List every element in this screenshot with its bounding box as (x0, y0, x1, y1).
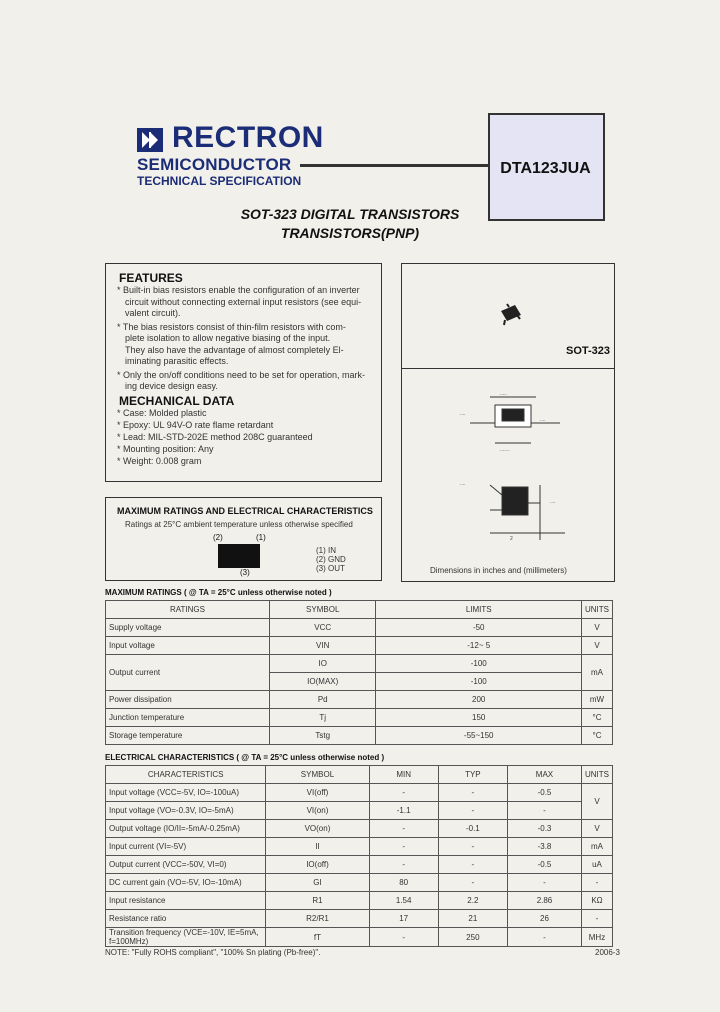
table-row: Power dissipation Pd 200 mW (106, 691, 613, 709)
table-row: Output current IO -100 mA (106, 655, 613, 673)
footer-note: NOTE: "Fully ROHS compliant", "100% Sn plating (Pb-free)". (105, 948, 321, 957)
table-row: Junction temperature Tj 150 °C (106, 709, 613, 727)
pin-label-3: (3) (240, 568, 250, 577)
ratings-box-heading: MAXIMUM RATINGS AND ELECTRICAL CHARACTERISTICS (117, 506, 373, 516)
package-divider (401, 368, 614, 369)
svg-text:....: .... (460, 481, 466, 487)
sot323-package-icon (497, 303, 525, 332)
svg-text:....: .... (460, 411, 466, 417)
table-row: Input voltage (VO=-0.3V, IO=-5mA) VI(on) -1.1 - - (106, 802, 613, 820)
table-header-row: CHARACTERISTICS SYMBOL MIN TYP MAX UNITS (106, 766, 613, 784)
svg-text:....: .... (540, 417, 546, 423)
table-row: Supply voltage VCC -50 V (106, 619, 613, 637)
pinout-package-icon (218, 544, 260, 568)
table-row: Input current (VI=-5V) II - - -3.8 mA (106, 838, 613, 856)
svg-text:.....: ..... (500, 391, 507, 397)
table-row: DC current gain (VO=-5V, IO=-10mA) GI 80 - - - (106, 874, 613, 892)
dimension-note: Dimensions in inches and (millimeters) (430, 566, 567, 575)
table-row: Transition frequency (VCE=-10V, IE=5mA, f=100MHz) fT - 250 - MHz (106, 928, 613, 947)
footer-date: 2006-3 (595, 948, 620, 957)
mech-item: * Lead: MIL-STD-202E method 208C guaranteed (117, 432, 313, 442)
table-header-row: RATINGS SYMBOL LIMITS UNITS (106, 601, 613, 619)
header-divider (300, 164, 488, 167)
part-number: DTA123JUA (500, 160, 591, 177)
svg-text:2: 2 (510, 536, 513, 542)
table-row: Storage temperature Tstg -55~150 °C (106, 727, 613, 745)
features-heading: FEATURES (119, 271, 183, 285)
pin-legend: (1) IN (2) GND (3) OUT (316, 546, 346, 573)
ratings-box-sub: Ratings at 25°C ambient temperature unless otherwise specified (125, 520, 353, 529)
table-row: IO(MAX) -100 (106, 673, 613, 691)
mechanical-heading: MECHANICAL DATA (119, 394, 235, 408)
feature-item: * The bias resistors consist of thin-film resistors with com- plete isolation to allow negative biasing of the input. They also have the advantage of almost completely El- iminating parasitic effects. (117, 321, 346, 366)
mech-item: * Mounting position: Any (117, 444, 214, 454)
semiconductor-label: SEMICONDUCTOR (137, 155, 292, 174)
max-ratings-table (105, 600, 613, 745)
table-row: Output voltage (IO/II=-5mA/-0.25mA) VO(on) - -0.1 -0.3 V (106, 820, 613, 838)
rectron-logo-icon (137, 128, 163, 152)
feature-item: * Only the on/off conditions need to be set for operation, mark- ing device design easy. (117, 369, 365, 391)
table-row: Input voltage (VCC=-5V, IO=-100uA) VI(off) - - -0.5 V (106, 784, 613, 802)
mech-item: * Case: Molded plastic (117, 408, 207, 418)
svg-text:.......: ....... (500, 447, 510, 453)
mech-item: * Epoxy: UL 94V-O rate flame retardant (117, 420, 274, 430)
doc-title-line2: TRANSISTORS(PNP) (280, 225, 420, 241)
package-label: SOT-323 (566, 345, 611, 357)
elec-heading: ELECTRICAL CHARACTERISTICS ( @ TA = 25°C unless otherwise noted ) (105, 753, 385, 762)
tech-spec-label: TECHNICAL SPECIFICATION (137, 174, 302, 188)
package-dimension-drawing (440, 385, 590, 560)
doc-title-line1: SOT-323 DIGITAL TRANSISTORS (240, 206, 460, 222)
table-row: Output current (VCC=-50V, VI=0) IO(off) - - -0.5 uA (106, 856, 613, 874)
pin-label-2: (2) (213, 533, 223, 542)
feature-item: * Built-in bias resistors enable the configuration of an inverter circuit without connecting external input resistors (see equi- valent circuit). (117, 285, 362, 318)
mechanical-list (117, 407, 372, 467)
table-row: Input voltage VIN -12~ 5 V (106, 637, 613, 655)
table-row: Resistance ratio R2/R1 17 21 26 - (106, 910, 613, 928)
svg-text:....: .... (550, 499, 556, 505)
features-list (117, 285, 372, 393)
logo-text: RECTRON (172, 121, 324, 154)
pin-label-1: (1) (256, 533, 266, 542)
table-row: Input resistance R1 1.54 2.2 2.86 KΩ (106, 892, 613, 910)
max-ratings-heading: MAXIMUM RATINGS ( @ TA = 25°C unless otherwise noted ) (105, 588, 332, 597)
mech-item: * Weight: 0.008 gram (117, 456, 202, 466)
elec-table (105, 765, 613, 947)
